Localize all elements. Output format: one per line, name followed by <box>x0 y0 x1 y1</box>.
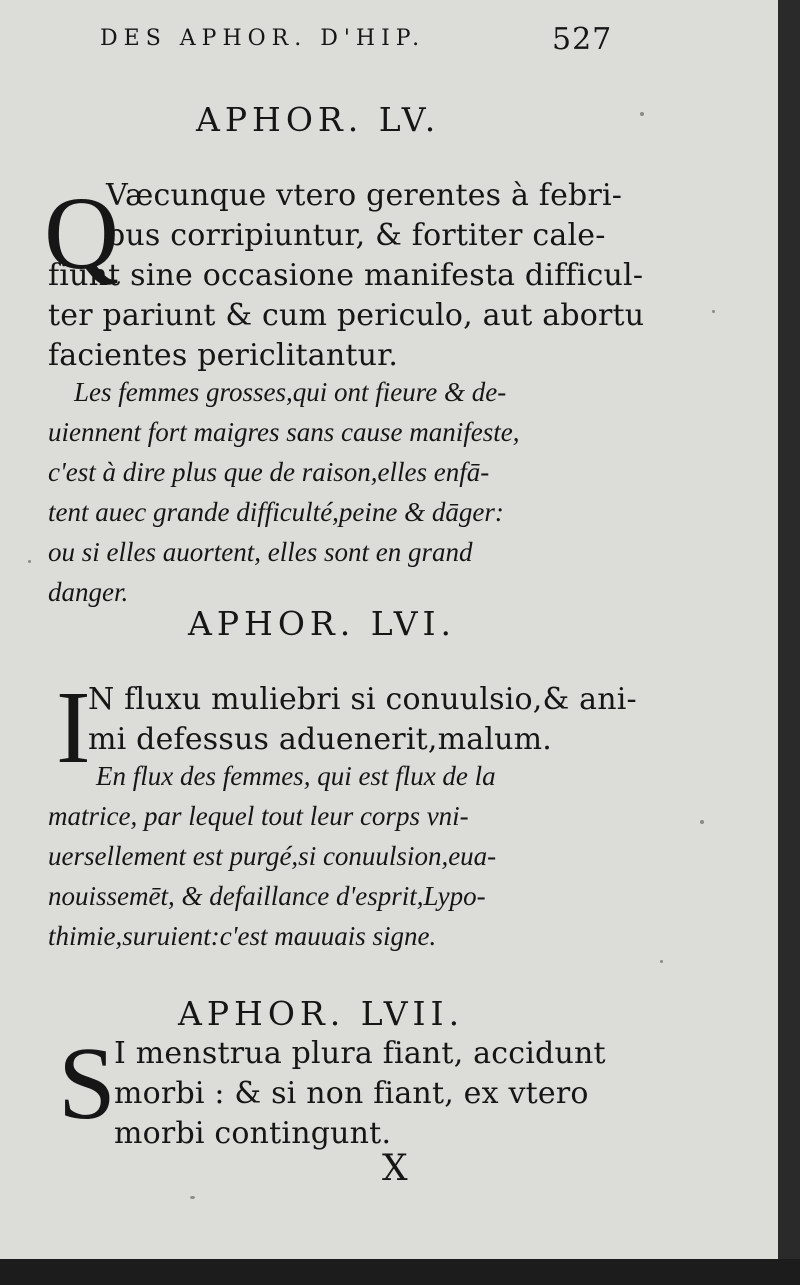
latin-text-lv <box>48 176 645 376</box>
text-line: tent auec grande difficulté,peine & dāger: <box>48 497 504 527</box>
text-line: ter pariunt & cum periculo, aut abortu <box>48 298 645 333</box>
text-line: Les femmes grosses,qui ont fieure & de- <box>74 377 507 407</box>
section-heading-lv: APHOR. LV. <box>196 100 441 139</box>
text-line: En flux des femmes, qui est flux de la <box>96 761 496 791</box>
text-line: Væcunque vtero gerentes à febri- <box>106 178 623 213</box>
running-head: DES APHOR. D'HIP. <box>100 26 426 51</box>
text-line: nouissemēt, & defaillance d'esprit,Lypo- <box>48 881 486 911</box>
text-line: uersellement est purgé,si conuulsion,eua- <box>48 841 497 871</box>
french-text-lv <box>48 372 638 612</box>
paper-speck <box>190 1196 195 1199</box>
text-line: bus corripiuntur, & fortiter cale- <box>106 218 606 253</box>
text-line: thimie,suruient:c'est mauuais signe. <box>48 921 437 951</box>
paper-speck <box>640 112 644 116</box>
paper-speck <box>28 560 31 563</box>
drop-cap-q: Q <box>44 176 120 291</box>
paper-speck <box>712 310 715 313</box>
page-bottom-shadow <box>0 1259 800 1285</box>
drop-cap-i: I <box>56 670 91 785</box>
text-line: c'est à dire plus que de raison,elles enfā- <box>48 457 490 487</box>
latin-text-lvi <box>48 680 638 760</box>
text-line: morbi : & si non fiant, ex vtero <box>114 1076 589 1111</box>
text-line: morbi contingunt. <box>114 1116 392 1151</box>
text-line: fiunt sine occasione manifesta difficul- <box>48 258 644 293</box>
section-heading-lvii: APHOR. LVII. <box>178 994 465 1033</box>
text-line: mi defessus aduenerit,malum. <box>88 722 553 757</box>
section-heading-lvi: APHOR. LVI. <box>188 604 457 643</box>
latin-text-lvii <box>48 1026 638 1154</box>
text-line: facientes periclitantur. <box>48 338 399 373</box>
french-text-lvi <box>48 756 638 956</box>
text-line: matrice, par lequel tout leur corps vni- <box>48 801 469 831</box>
text-line: N fluxu muliebri si conuulsio,& ani- <box>88 682 637 717</box>
paper-speck <box>700 820 704 824</box>
page-edge-shadow <box>778 0 800 1285</box>
page-number: 527 <box>552 22 613 57</box>
drop-cap-s: S <box>58 1026 116 1141</box>
paper-speck <box>660 960 663 963</box>
text-line: uiennent fort maigres sans cause manifeste, <box>48 417 520 447</box>
text-line: ou si elles auortent, elles sont en grand <box>48 537 473 567</box>
text-line: I menstrua plura fiant, accidunt <box>114 1036 606 1071</box>
catchword: X <box>382 1148 408 1189</box>
text-line: danger. <box>48 577 129 607</box>
